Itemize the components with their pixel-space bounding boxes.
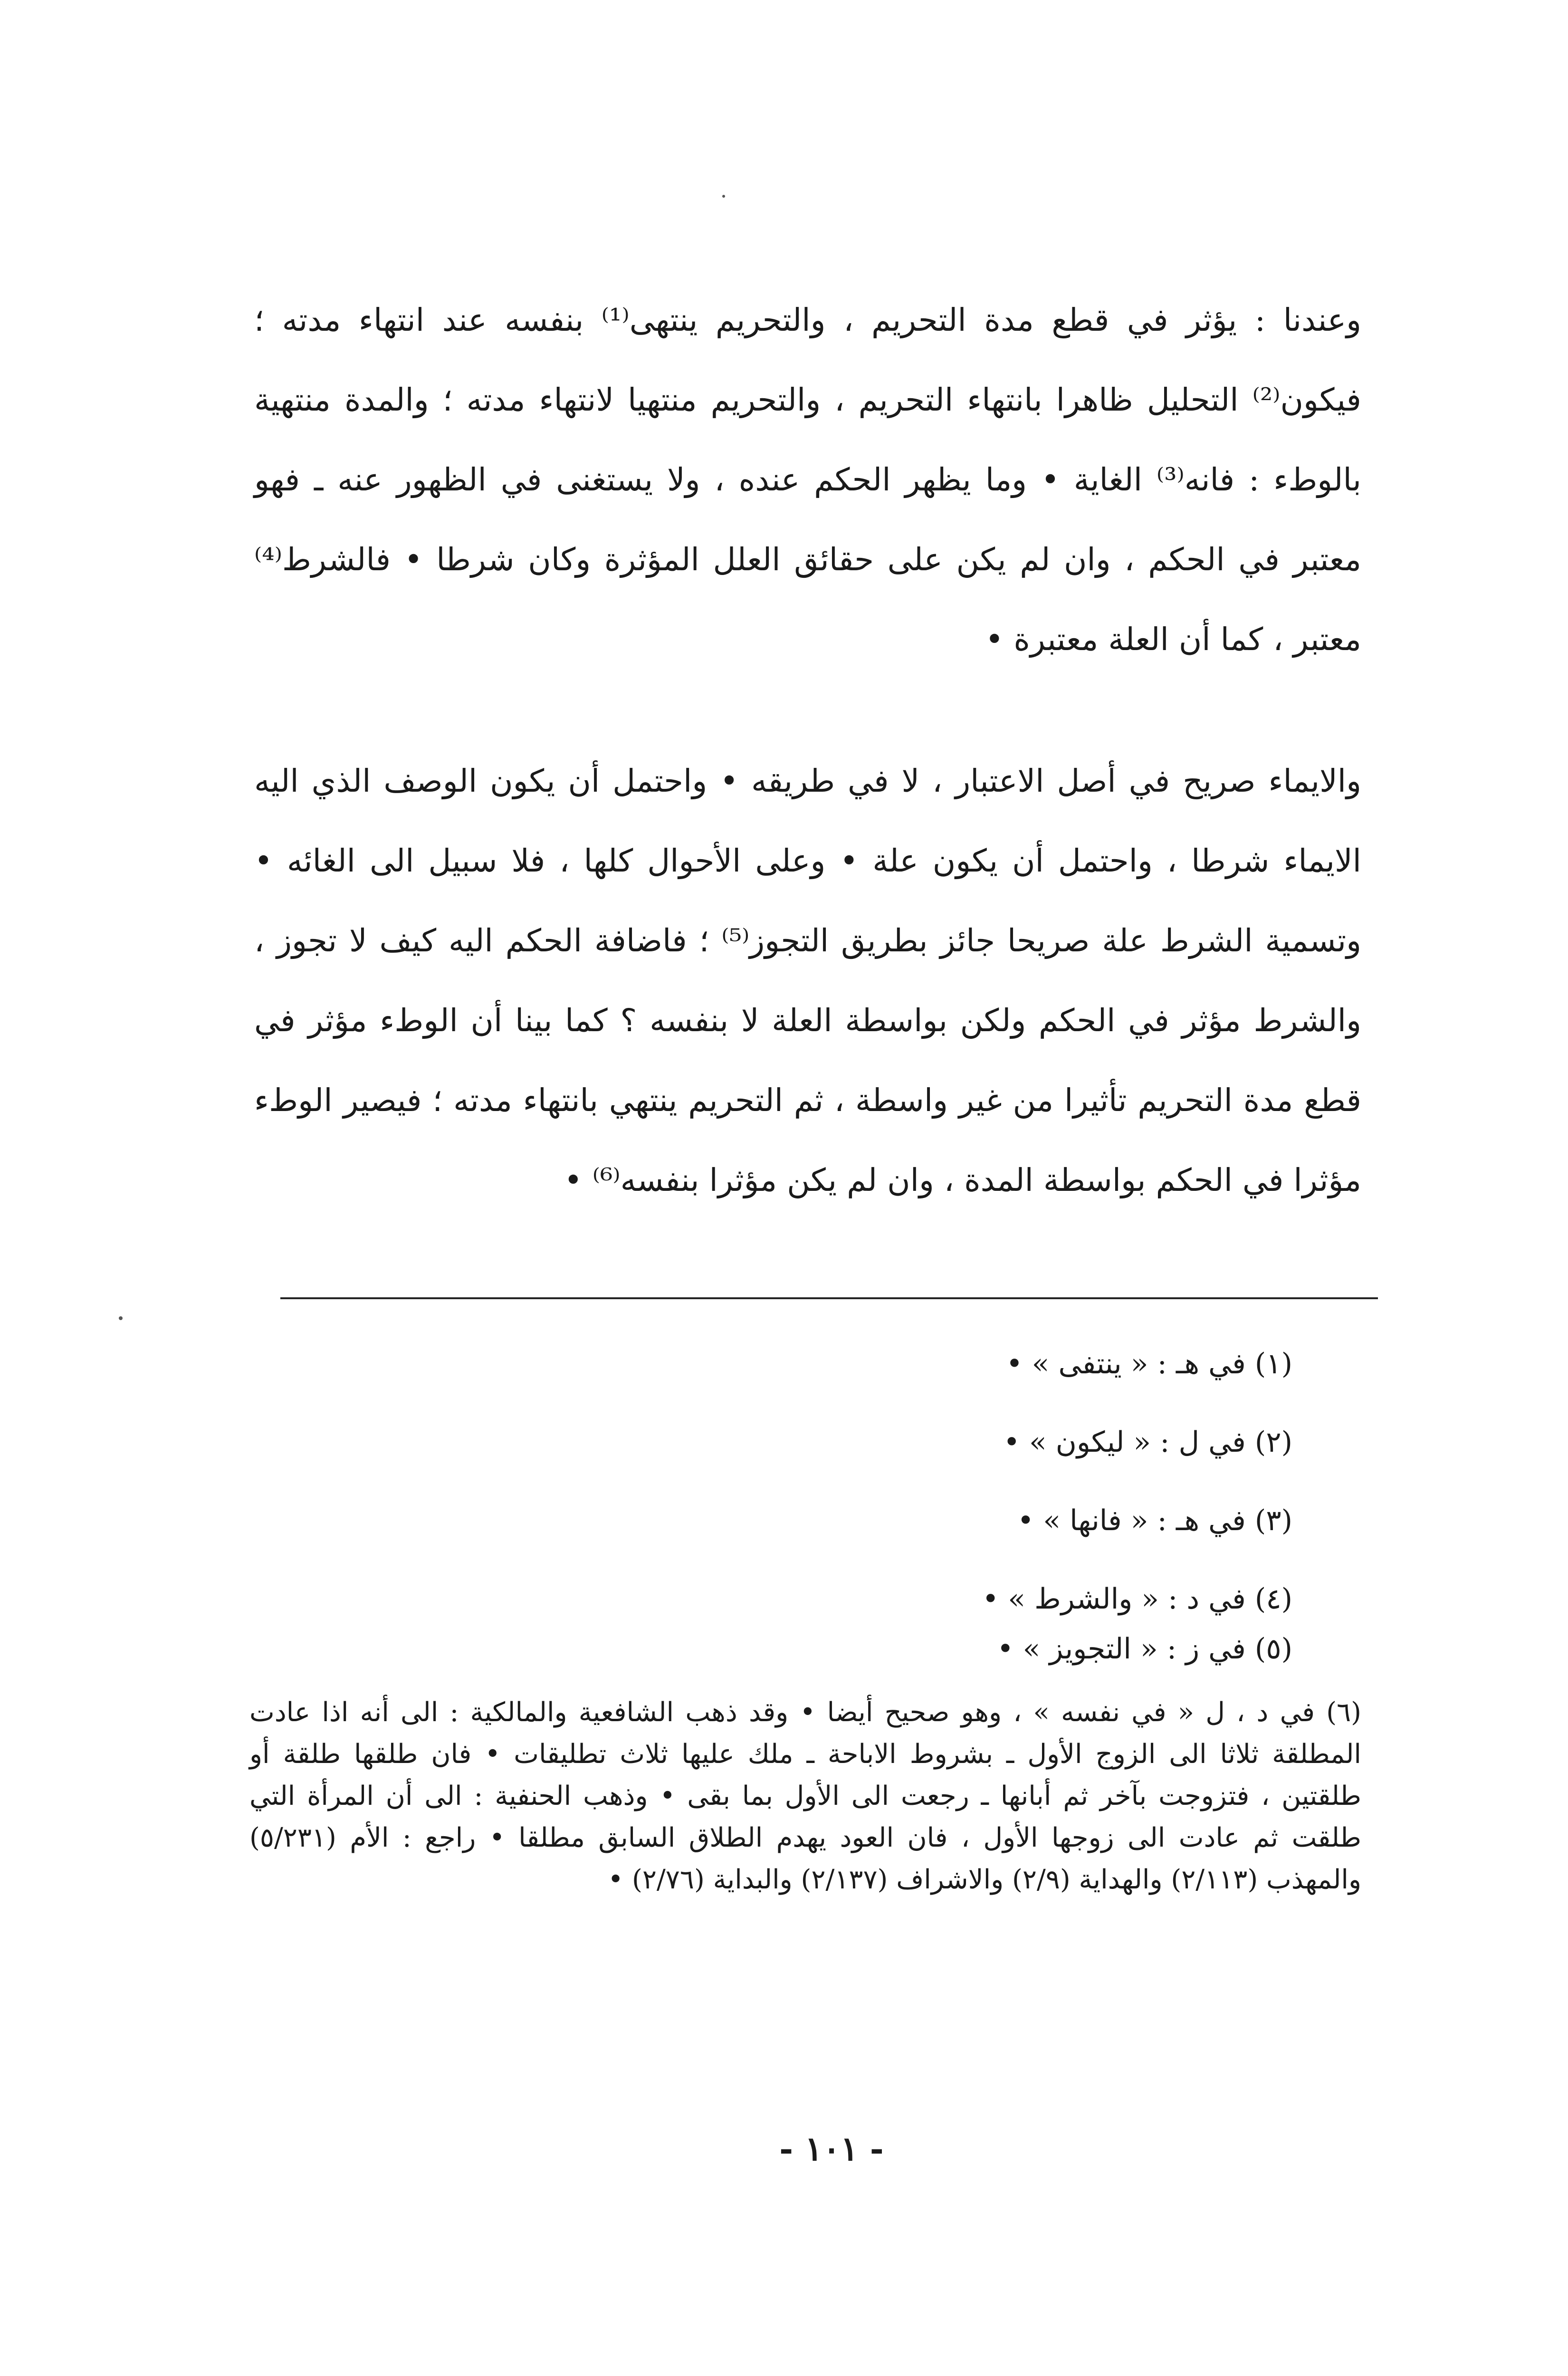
scan-speck [722,195,725,198]
footnote-1: (١) في هـ : « ينتفى » • [1006,1347,1292,1380]
scan-speck [119,1316,123,1320]
body-paragraph-1: وعندنا : يؤثر في قطع مدة التحريم ، والتحريم ينتهى⁽¹⁾ بنفسه عند انتهاء مدته ؛ فيكون⁽²⁾ التحليل ظاهرا بانتهاء التحريم ، والتحريم منتهيا لانتهاء مدته ؛ والمدة منتهية بالوطء : فانه⁽³⁾ الغاية • وما يظهر الحكم عنده ، ولا يستغنى في الظهور عنه ـ فهو معتبر في الحكم ، وان لم يكن على حقائق العلل المؤثرة وكان شرطا • فالشرط⁽⁴⁾ معتبر ، كما أن العلة معتبرة • [254,302,1361,658]
footnote-3: (٣) في هـ : « فانها » • [1017,1504,1292,1537]
body-paragraph-2: والايماء صريح في أصل الاعتبار ، لا في طريقه • واحتمل أن يكون الوصف الذي اليه الايماء شرطا ، واحتمل أن يكون علة • وعلى الأحوال كلها ، فلا سبيل الى الغائه • وتسمية الشرط علة صريحا جائز بطريق التجوز⁽⁵⁾ ؛ فاضافة الحكم اليه كيف لا تجوز ، والشرط مؤثر في الحكم ولكن بواسطة العلة لا بنفسه ؟ كما بينا أن الوطء مؤثر في قطع مدة التحريم تأثيرا من غير واسطة ، ثم التحريم ينتهي بانتهاء مدته ؛ فيصير الوطء مؤثرا في الحكم بواسطة المدة ، وان لم يكن مؤثرا بنفسه⁽⁶⁾ • [254,763,1362,1198]
footnote-2: (٢) في ل : « ليكون » • [1003,1426,1292,1459]
footnote-4: (٤) في د : « والشرط » • [982,1582,1292,1616]
page-number: - ١٠١ - [779,2129,884,2168]
footnote-5: (٥) في ز : « التجويز » • [997,1632,1292,1666]
footnote-separator [280,1297,1378,1299]
footnote-6: (٦) في د ، ل « في نفسه » ، وهو صحيح أيضا • وقد ذهب الشافعية والمالكية : الى أنه اذا عادت المطلقة ثلاثا الى الزوج الأول ـ بشروط الاباحة ـ ملك عليها ثلاث تطليقات • فان طلقها طلقة أو طلقتين ، فتزوجت بآخر ثم أبانها ـ رجعت الى الأول بما بقى • وذهب الحنفية : الى أن المرأة التي طلقت ثم عادت الى زوجها الأول ، فان العود يهدم الطلاق السابق مطلقا • راجع : الأم (٥/٢٣١) والمهذب (٢/١١٣) والهداية (٢/٩) والاشراف (٢/١٣٧) والبداية (٢/٧٦) • [249,1697,1361,1895]
